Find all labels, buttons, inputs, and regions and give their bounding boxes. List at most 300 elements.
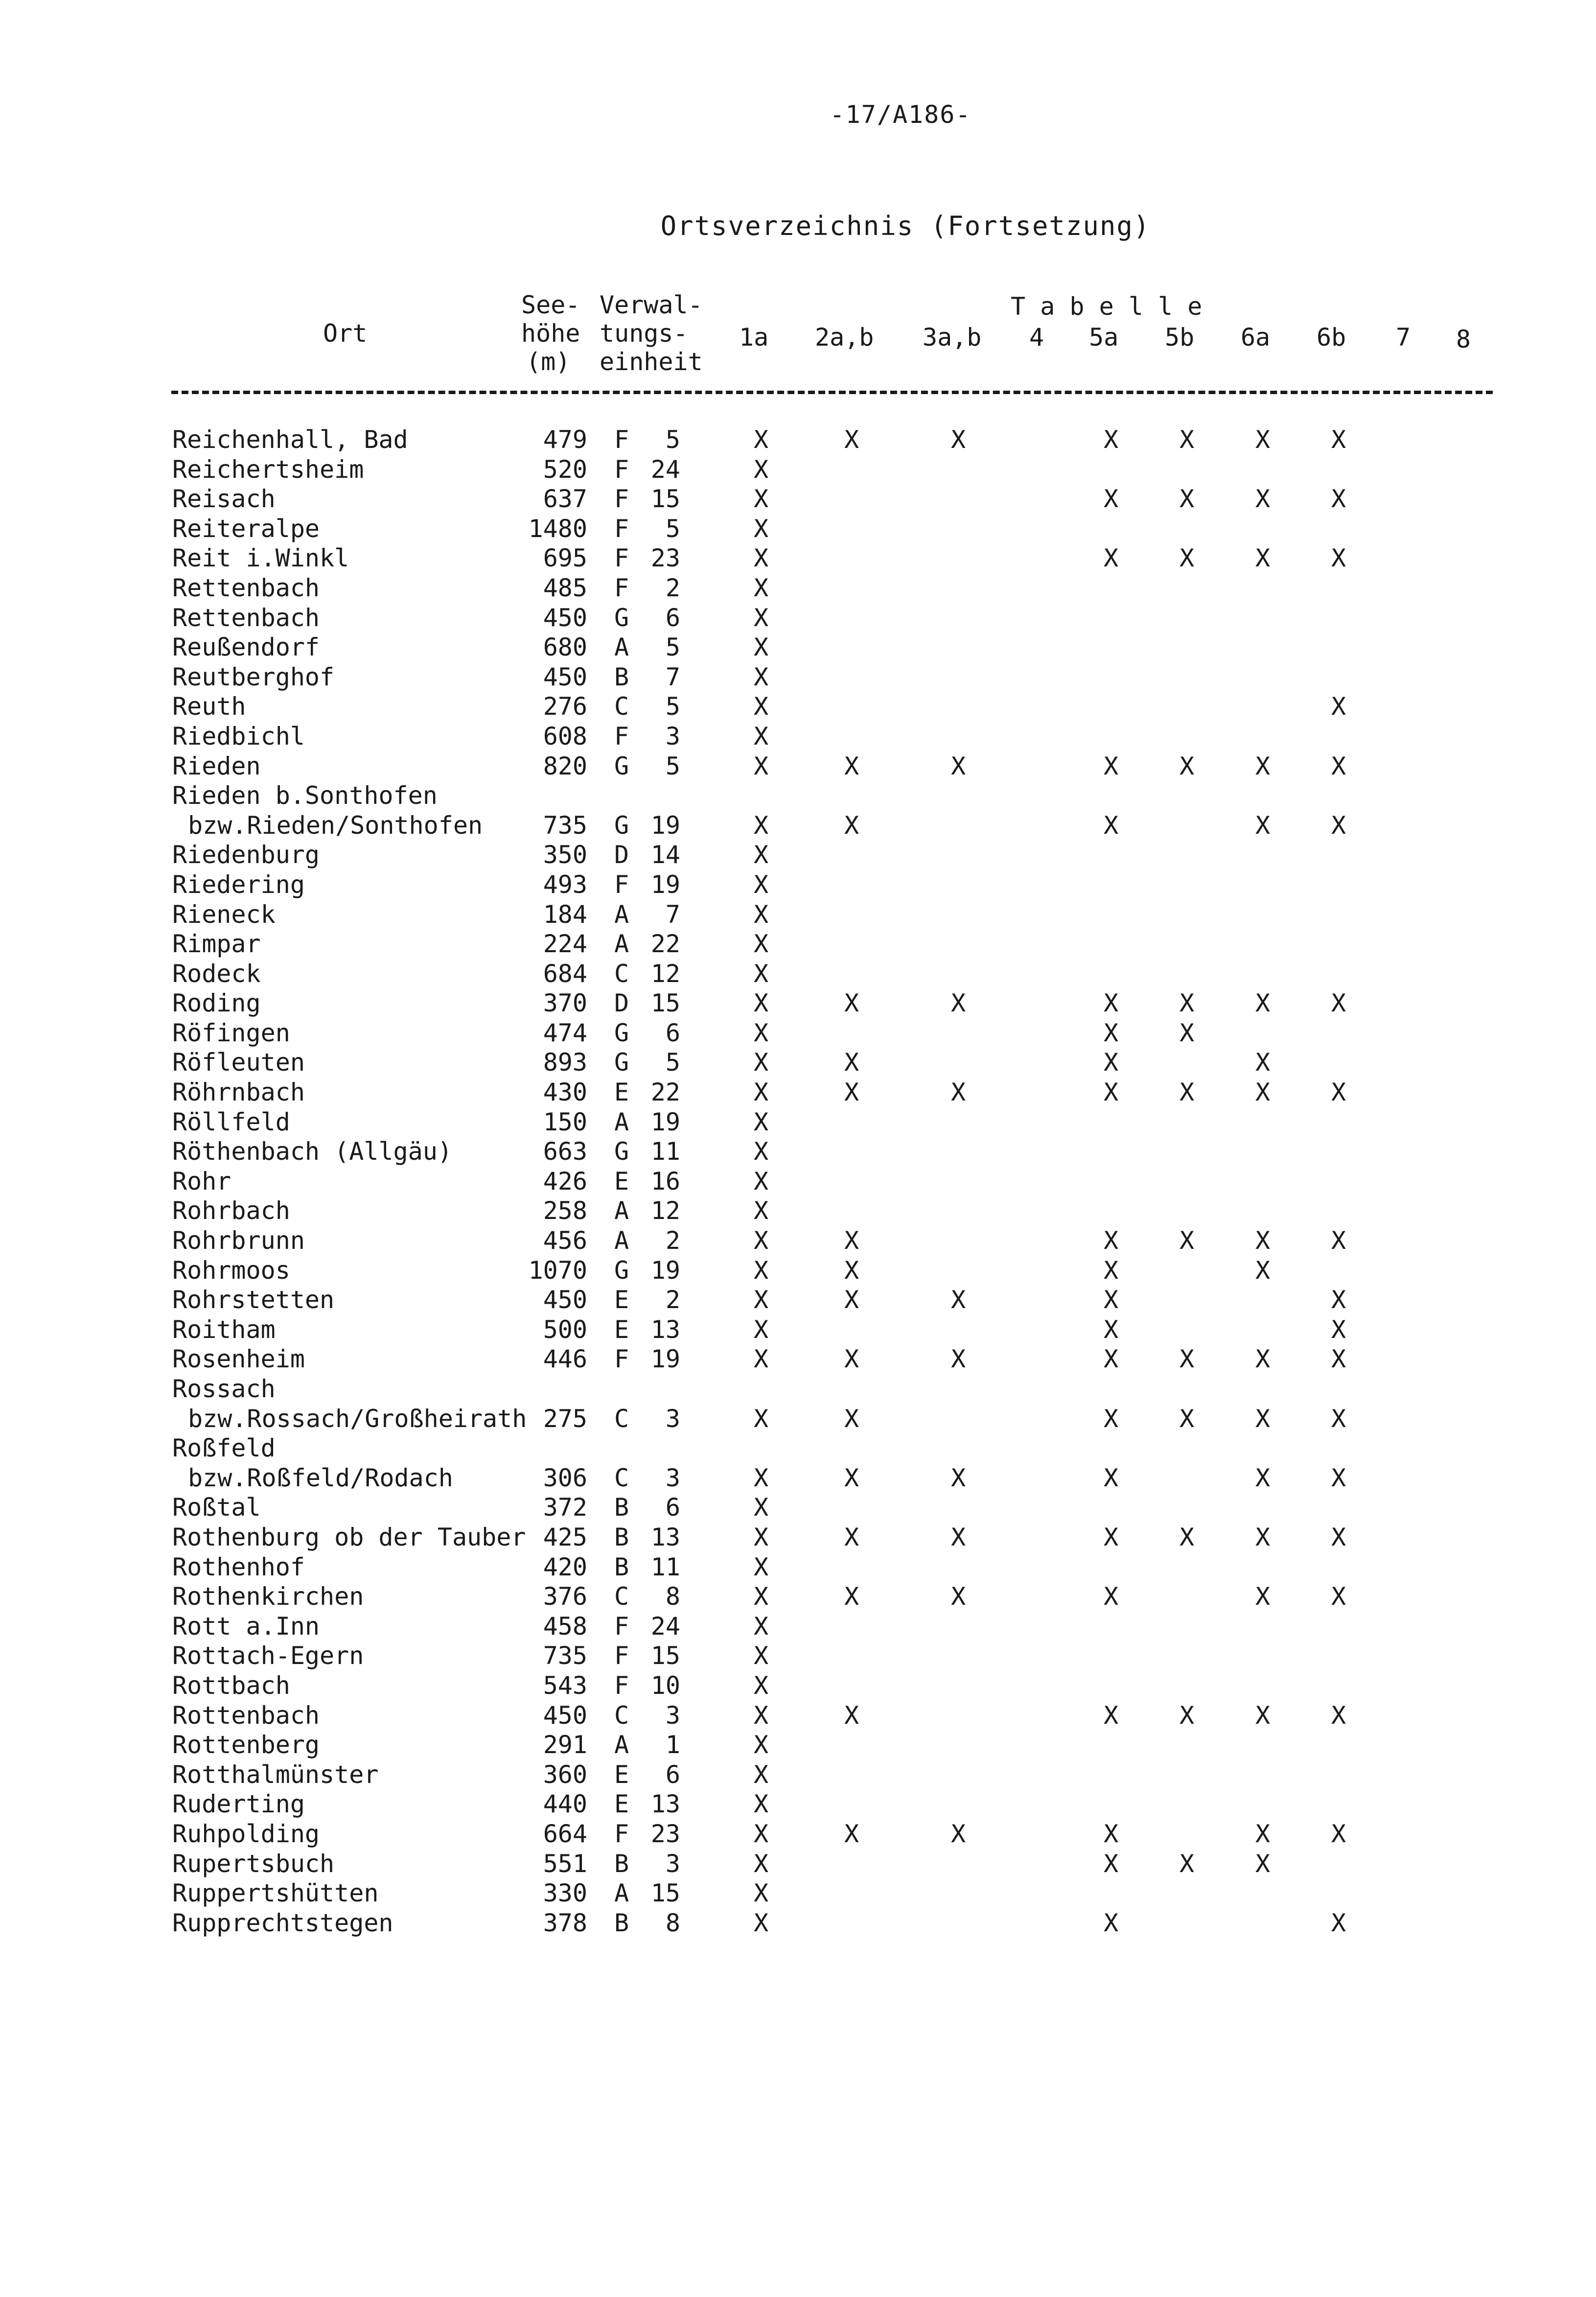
admin-unit-number: 8 (665, 1908, 680, 1937)
elevation: 184 (543, 900, 587, 929)
elevation: 664 (543, 1819, 587, 1848)
place-name: Roding (172, 989, 261, 1018)
table-row (0, 543, 1596, 573)
admin-unit-number: 19 (650, 1256, 680, 1285)
table-row (0, 1137, 1596, 1167)
mark-2ab: X (844, 811, 859, 840)
mark-6b: X (1331, 1463, 1346, 1492)
place-name: Röfingen (172, 1018, 290, 1047)
table-row (0, 573, 1596, 603)
place-name: Reisach (172, 485, 276, 514)
mark-6b: X (1331, 1523, 1346, 1551)
mark-1a: X (753, 662, 769, 691)
table-row (0, 1078, 1596, 1107)
table-row (0, 1285, 1596, 1315)
mark-6a: X (1255, 1404, 1271, 1433)
mark-1a: X (753, 1879, 769, 1908)
mark-2ab: X (844, 1463, 859, 1492)
place-name: bzw.Rieden/Sonthofen (188, 811, 483, 840)
mark-5a: X (1103, 1849, 1119, 1878)
place-name: Rohrbach (172, 1196, 290, 1225)
elevation: 450 (543, 1286, 587, 1314)
mark-5a: X (1103, 1404, 1119, 1433)
mark-1a: X (753, 751, 769, 780)
admin-unit-letter: C (614, 1582, 629, 1611)
mark-1a: X (753, 1167, 769, 1195)
admin-unit-letter: C (614, 692, 629, 721)
mark-1a: X (753, 692, 769, 721)
elevation: 275 (543, 1404, 587, 1433)
table-row (0, 1760, 1596, 1790)
table-row (0, 781, 1596, 811)
mark-1a: X (753, 1226, 769, 1255)
mark-6b: X (1331, 751, 1346, 780)
mark-6b: X (1331, 485, 1346, 514)
mark-1a: X (753, 1671, 769, 1700)
mark-1a: X (753, 603, 769, 632)
place-name: Röthenbach (Allgäu) (172, 1137, 452, 1166)
admin-unit-letter: G (614, 1137, 629, 1166)
elevation: 637 (543, 485, 587, 514)
elevation: 543 (543, 1671, 587, 1700)
mark-1a: X (753, 573, 769, 602)
admin-unit-letter: B (614, 1849, 629, 1878)
elevation: 551 (543, 1849, 587, 1878)
elevation: 500 (543, 1315, 587, 1344)
admin-unit-letter: F (614, 544, 629, 573)
place-name: Rottenberg (172, 1731, 320, 1759)
admin-unit-number: 3 (665, 722, 680, 750)
place-name: Reußendorf (172, 633, 320, 662)
mark-3ab: X (950, 1523, 966, 1551)
place-name: Reutberghof (172, 662, 335, 691)
table-row (0, 1433, 1596, 1463)
place-name: Rohrbrunn (172, 1226, 305, 1255)
table-row (0, 662, 1596, 692)
mark-6a: X (1255, 425, 1271, 454)
mark-5b: X (1179, 1226, 1195, 1255)
admin-unit-letter: E (614, 1315, 629, 1344)
admin-unit-number: 14 (650, 841, 680, 869)
header-col-6a: 6a (1241, 323, 1271, 352)
table-row (0, 484, 1596, 514)
table-row (0, 988, 1596, 1018)
header-ort: Ort (323, 319, 368, 348)
mark-2ab: X (844, 751, 859, 780)
mark-1a: X (753, 425, 769, 454)
mark-5a: X (1103, 1908, 1119, 1937)
elevation: 680 (543, 633, 587, 662)
table-row (0, 1849, 1596, 1879)
table-row (0, 1167, 1596, 1196)
place-name: bzw.Rossach/Großheirath (188, 1404, 527, 1433)
admin-unit-letter: E (614, 1167, 629, 1195)
table-row (0, 1404, 1596, 1434)
place-name: Ruppertshütten (172, 1879, 379, 1908)
header-col-4: 4 (1029, 323, 1044, 352)
mark-3ab: X (950, 1582, 966, 1611)
place-name: Rott a.Inn (172, 1612, 320, 1641)
admin-unit-number: 7 (665, 900, 680, 929)
admin-unit-letter: A (614, 1196, 629, 1225)
admin-unit-number: 2 (665, 1286, 680, 1314)
elevation: 420 (543, 1552, 587, 1581)
admin-unit-letter: A (614, 1731, 629, 1759)
admin-unit-number: 5 (665, 751, 680, 780)
admin-unit-number: 3 (665, 1849, 680, 1878)
mark-6b: X (1331, 1078, 1346, 1107)
admin-unit-letter: A (614, 1879, 629, 1908)
admin-unit-letter: E (614, 1790, 629, 1819)
mark-5a: X (1103, 485, 1119, 514)
admin-unit-number: 24 (650, 1612, 680, 1641)
place-name: Rupprechtstegen (172, 1908, 393, 1937)
table-row (0, 455, 1596, 485)
place-name: bzw.Roßfeld/Rodach (188, 1463, 453, 1492)
admin-unit-number: 6 (665, 1018, 680, 1047)
mark-5b: X (1179, 485, 1195, 514)
admin-unit-number: 15 (650, 1641, 680, 1670)
mark-1a: X (753, 633, 769, 662)
elevation: 735 (543, 811, 587, 840)
mark-2ab: X (844, 1226, 859, 1255)
mark-1a: X (753, 1731, 769, 1759)
admin-unit-number: 8 (665, 1582, 680, 1611)
table-row (0, 1315, 1596, 1345)
mark-1a: X (753, 1819, 769, 1848)
table-row (0, 1048, 1596, 1078)
mark-5a: X (1103, 1523, 1119, 1551)
mark-6a: X (1255, 1463, 1271, 1492)
admin-unit-number: 23 (650, 544, 680, 573)
table-row (0, 1552, 1596, 1582)
mark-2ab: X (844, 1582, 859, 1611)
elevation: 376 (543, 1582, 587, 1611)
mark-1a: X (753, 841, 769, 869)
place-name: Roitham (172, 1315, 276, 1344)
mark-6a: X (1255, 544, 1271, 573)
elevation: 684 (543, 959, 587, 988)
admin-unit-number: 19 (650, 811, 680, 840)
admin-unit-letter: A (614, 1226, 629, 1255)
admin-unit-letter: D (614, 989, 629, 1018)
elevation: 224 (543, 930, 587, 959)
header-verwaltung-2: tungs- (600, 319, 688, 348)
mark-6b: X (1331, 1908, 1346, 1937)
place-name: Ruderting (172, 1790, 305, 1819)
table-row (0, 870, 1596, 900)
table-row (0, 1107, 1596, 1137)
place-name: Riedenburg (172, 841, 320, 869)
admin-unit-letter: F (614, 722, 629, 750)
mark-2ab: X (844, 1523, 859, 1551)
mark-3ab: X (950, 1286, 966, 1314)
mark-5a: X (1103, 544, 1119, 573)
mark-1a: X (753, 1523, 769, 1551)
mark-2ab: X (844, 1048, 859, 1077)
admin-unit-letter: G (614, 811, 629, 840)
admin-unit-number: 19 (650, 870, 680, 899)
table-row (0, 1612, 1596, 1641)
header-divider (171, 391, 1493, 394)
table-row (0, 1878, 1596, 1908)
mark-6b: X (1331, 544, 1346, 573)
elevation: 372 (543, 1493, 587, 1522)
admin-unit-letter: G (614, 751, 629, 780)
mark-6a: X (1255, 811, 1271, 840)
table-row (0, 840, 1596, 870)
place-name: Reichertsheim (172, 455, 364, 484)
header-col-5b: 5b (1165, 323, 1195, 352)
elevation: 330 (543, 1879, 587, 1908)
admin-unit-number: 5 (665, 1048, 680, 1077)
header-verwaltung-1: Verwal- (600, 291, 703, 319)
place-name: Roßtal (172, 1493, 261, 1522)
mark-5a: X (1103, 1582, 1119, 1611)
place-name: Rohr (172, 1167, 231, 1195)
admin-unit-number: 5 (665, 633, 680, 662)
mark-5a: X (1103, 1345, 1119, 1374)
table-row (0, 1641, 1596, 1671)
place-name: Rohrmoos (172, 1256, 290, 1285)
mark-5b: X (1179, 751, 1195, 780)
elevation: 276 (543, 692, 587, 721)
mark-5a: X (1103, 1819, 1119, 1848)
admin-unit-number: 11 (650, 1137, 680, 1166)
admin-unit-letter: B (614, 1908, 629, 1937)
mark-3ab: X (950, 1463, 966, 1492)
place-name: Ruhpolding (172, 1819, 320, 1848)
place-name: Rieden (172, 751, 261, 780)
admin-unit-letter: C (614, 1463, 629, 1492)
mark-2ab: X (844, 989, 859, 1018)
header-col-7: 7 (1396, 323, 1411, 352)
place-name: Rimpar (172, 930, 261, 959)
mark-5a: X (1103, 1701, 1119, 1730)
admin-unit-number: 12 (650, 1196, 680, 1225)
elevation: 291 (543, 1731, 587, 1759)
mark-6a: X (1255, 751, 1271, 780)
mark-1a: X (753, 1641, 769, 1670)
elevation: 370 (543, 989, 587, 1018)
mark-2ab: X (844, 1078, 859, 1107)
admin-unit-letter: A (614, 633, 629, 662)
admin-unit-number: 13 (650, 1315, 680, 1344)
place-name: Rossach (172, 1375, 276, 1403)
admin-unit-letter: G (614, 1018, 629, 1047)
admin-unit-letter: F (614, 1671, 629, 1700)
table-body (0, 425, 1596, 1938)
mark-2ab: X (844, 425, 859, 454)
admin-unit-letter: A (614, 930, 629, 959)
admin-unit-number: 6 (665, 603, 680, 632)
table-row (0, 633, 1596, 662)
admin-unit-number: 2 (665, 1226, 680, 1255)
mark-3ab: X (950, 1078, 966, 1107)
admin-unit-number: 1 (665, 1731, 680, 1759)
elevation: 458 (543, 1612, 587, 1641)
admin-unit-number: 3 (665, 1463, 680, 1492)
table-row (0, 1018, 1596, 1048)
mark-5a: X (1103, 811, 1119, 840)
table-row (0, 1908, 1596, 1938)
mark-5a: X (1103, 1226, 1119, 1255)
mark-5a: X (1103, 989, 1119, 1018)
mark-5b: X (1179, 1078, 1195, 1107)
mark-5a: X (1103, 1048, 1119, 1077)
mark-1a: X (753, 1345, 769, 1374)
admin-unit-letter: A (614, 900, 629, 929)
admin-unit-number: 15 (650, 485, 680, 514)
mark-1a: X (753, 900, 769, 929)
mark-2ab: X (844, 1701, 859, 1730)
admin-unit-letter: D (614, 841, 629, 869)
mark-1a: X (753, 811, 769, 840)
mark-2ab: X (844, 1404, 859, 1433)
table-row (0, 1819, 1596, 1849)
mark-1a: X (753, 1256, 769, 1285)
mark-5b: X (1179, 1849, 1195, 1878)
place-name: Rosenheim (172, 1345, 305, 1374)
mark-5a: X (1103, 425, 1119, 454)
place-name: Rottach-Egern (172, 1641, 364, 1670)
admin-unit-letter: G (614, 1256, 629, 1285)
admin-unit-letter: F (614, 1345, 629, 1374)
mark-6a: X (1255, 1582, 1271, 1611)
mark-1a: X (753, 1048, 769, 1077)
mark-6a: X (1255, 1849, 1271, 1878)
admin-unit-number: 13 (650, 1523, 680, 1551)
mark-5a: X (1103, 1078, 1119, 1107)
page-title: Ortsverzeichnis (Fortsetzung) (660, 211, 1151, 241)
mark-6b: X (1331, 1345, 1346, 1374)
mark-5b: X (1179, 1404, 1195, 1433)
elevation: 474 (543, 1018, 587, 1047)
elevation: 425 (543, 1523, 587, 1551)
table-row (0, 1789, 1596, 1819)
elevation: 430 (543, 1078, 587, 1107)
table-row (0, 751, 1596, 781)
place-name: Röhrnbach (172, 1078, 305, 1107)
elevation: 608 (543, 722, 587, 750)
mark-1a: X (753, 455, 769, 484)
table-row (0, 811, 1596, 841)
mark-1a: X (753, 1790, 769, 1819)
mark-1a: X (753, 930, 769, 959)
admin-unit-letter: E (614, 1078, 629, 1107)
admin-unit-letter: B (614, 1552, 629, 1581)
mark-5b: X (1179, 989, 1195, 1018)
mark-6b: X (1331, 1404, 1346, 1433)
elevation: 450 (543, 603, 587, 632)
table-row (0, 1196, 1596, 1226)
place-name: Rottenbach (172, 1701, 320, 1730)
header-col-6b: 6b (1317, 323, 1346, 352)
table-row (0, 1463, 1596, 1493)
mark-6a: X (1255, 1048, 1271, 1077)
admin-unit-number: 5 (665, 514, 680, 543)
mark-1a: X (753, 870, 769, 899)
mark-6a: X (1255, 1819, 1271, 1848)
elevation: 446 (543, 1345, 587, 1374)
mark-6a: X (1255, 1078, 1271, 1107)
mark-1a: X (753, 1286, 769, 1314)
admin-unit-letter: F (614, 870, 629, 899)
header-seehoehe-1: See- (521, 291, 580, 319)
mark-5a: X (1103, 1256, 1119, 1285)
mark-5a: X (1103, 751, 1119, 780)
mark-5b: X (1179, 425, 1195, 454)
mark-1a: X (753, 1107, 769, 1136)
mark-6a: X (1255, 989, 1271, 1018)
place-name: Röfleuten (172, 1048, 305, 1077)
place-name: Rotthalmünster (172, 1760, 379, 1789)
mark-3ab: X (950, 1819, 966, 1848)
mark-6b: X (1331, 1582, 1346, 1611)
admin-unit-letter: C (614, 959, 629, 988)
admin-unit-number: 5 (665, 425, 680, 454)
admin-unit-letter: A (614, 1107, 629, 1136)
mark-1a: X (753, 514, 769, 543)
elevation: 695 (543, 544, 587, 573)
elevation: 440 (543, 1790, 587, 1819)
place-name: Rothenburg ob der Tauber (172, 1523, 526, 1551)
admin-unit-number: 6 (665, 1760, 680, 1789)
table-row (0, 1256, 1596, 1286)
admin-unit-number: 7 (665, 662, 680, 691)
admin-unit-letter: B (614, 1523, 629, 1551)
admin-unit-number: 23 (650, 1819, 680, 1848)
table-row (0, 603, 1596, 633)
admin-unit-letter: F (614, 485, 629, 514)
admin-unit-number: 2 (665, 573, 680, 602)
mark-1a: X (753, 1018, 769, 1047)
table-row (0, 514, 1596, 544)
admin-unit-letter: F (614, 573, 629, 602)
place-name: Rieneck (172, 900, 276, 929)
mark-5a: X (1103, 1463, 1119, 1492)
table-row (0, 1701, 1596, 1731)
admin-unit-number: 3 (665, 1701, 680, 1730)
elevation: 456 (543, 1226, 587, 1255)
mark-2ab: X (844, 1286, 859, 1314)
elevation: 735 (543, 1641, 587, 1670)
elevation: 520 (543, 455, 587, 484)
mark-6a: X (1255, 1345, 1271, 1374)
mark-6a: X (1255, 1523, 1271, 1551)
mark-2ab: X (844, 1819, 859, 1848)
header-col-5a: 5a (1089, 323, 1119, 352)
admin-unit-letter: F (614, 1612, 629, 1641)
admin-unit-letter: F (614, 455, 629, 484)
mark-1a: X (753, 1463, 769, 1492)
place-name: Riedbichl (172, 722, 305, 750)
elevation: 450 (543, 662, 587, 691)
mark-6b: X (1331, 692, 1346, 721)
mark-1a: X (753, 544, 769, 573)
admin-unit-number: 15 (650, 1879, 680, 1908)
elevation: 350 (543, 841, 587, 869)
admin-unit-number: 16 (650, 1167, 680, 1195)
mark-1a: X (753, 1315, 769, 1344)
admin-unit-number: 19 (650, 1107, 680, 1136)
admin-unit-number: 6 (665, 1493, 680, 1522)
mark-1a: X (753, 1908, 769, 1937)
table-row (0, 722, 1596, 751)
mark-1a: X (753, 1078, 769, 1107)
mark-6b: X (1331, 1286, 1346, 1314)
place-name: Reuth (172, 692, 246, 721)
